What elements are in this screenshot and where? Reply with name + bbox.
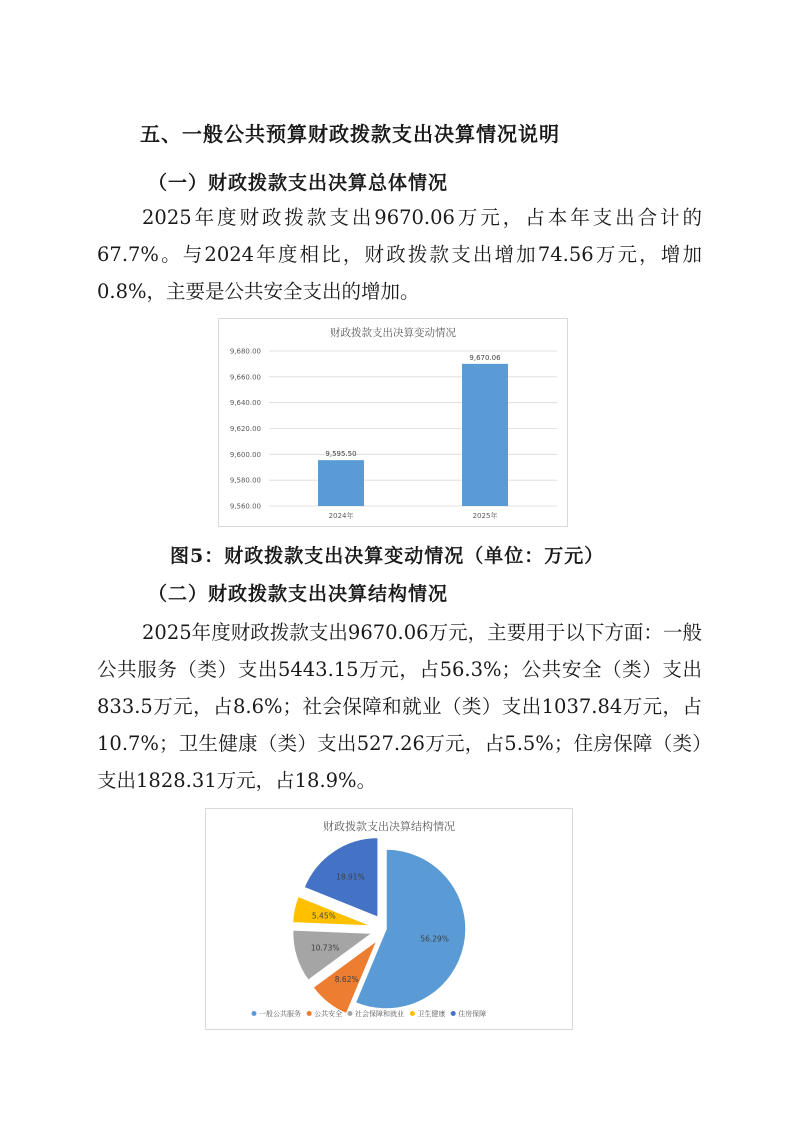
legend-marker [348, 1011, 353, 1016]
section1-paragraph: 2025年度财政拨款支出9670.06万元，占本年支出合计的67.7%。与2024年度相比，财政拨款支出增加74.56万元，增加0.8%，主要是公共安全支出的增加。 [97, 206, 702, 303]
bar-value-label: 9,595.50 [325, 450, 357, 459]
legend-marker [410, 1011, 415, 1016]
pie-chart [206, 809, 572, 1029]
page-heading: 五、一般公共预算财政拨款支出决算情况说明 [140, 122, 560, 146]
legend-label: 一般公共服务 [259, 1010, 301, 1018]
section2-paragraph: 2025年度财政拨款支出9670.06万元，主要用于以下方面：一般公共服务（类）支出5443.15万元，占56.3%；公共安全（类）支出833.5万元，占8.6%；社会保障和就业（类）支出1037.84万元，占10.7%；卫生健康（类）支出527.26万元，占5.5%；住房保障（类）支出1828.31万元，占18.9%。 [97, 621, 702, 792]
legend-marker [451, 1011, 456, 1016]
bar-ytick-label: 9,660.00 [229, 373, 261, 382]
pie-slice-label: 10.73% [310, 943, 340, 953]
section1-paragraph-block [97, 199, 702, 310]
pie-slice-label: 56.29% [420, 934, 449, 944]
legend-marker [252, 1011, 257, 1016]
bar-ytick-label: 9,620.00 [229, 425, 261, 433]
section2-paragraph-block [97, 614, 702, 799]
legend-label: 公共安全 [314, 1010, 343, 1018]
pie-slice-label: 5.45% [311, 911, 336, 921]
bar-ytick-label: 9,600.00 [229, 450, 261, 459]
pie-chart-container [205, 808, 573, 1030]
legend-label: 卫生健康 [417, 1010, 446, 1018]
figure-caption: 图5：财政拨款支出决算变动情况（单位：万元） [170, 545, 605, 567]
bar-2025年 [462, 364, 508, 506]
bar-chart-title: 财政拨款支出决算变动情况 [330, 327, 456, 339]
bar-ytick-label: 9,680.00 [229, 347, 261, 356]
pie-slice-label: 18.91% [336, 872, 365, 882]
legend-label: 社会保障和就业 [355, 1010, 404, 1018]
bar-chart-container [218, 318, 568, 527]
bar-ytick-label: 9,560.00 [229, 502, 261, 511]
section1-heading: （一）财政拨款支出决算总体情况 [148, 172, 449, 194]
section2-heading: （二）财政拨款支出决算结构情况 [148, 583, 449, 605]
pie-slice-label: 8.62% [334, 975, 359, 985]
bar-category-label: 2024年 [328, 512, 354, 520]
bar-ytick-label: 9,640.00 [229, 399, 261, 408]
legend-marker [307, 1011, 312, 1016]
bar-ytick-label: 9,580.00 [229, 476, 261, 485]
pie-chart-title: 财政拨款支出决算结构情况 [323, 820, 455, 833]
bar-chart [219, 319, 567, 526]
legend-label: 住房保障 [458, 1010, 487, 1018]
bar-2024年 [318, 460, 364, 506]
bar-category-label: 2025年 [472, 512, 498, 520]
bar-value-label: 9,670.06 [469, 353, 501, 362]
